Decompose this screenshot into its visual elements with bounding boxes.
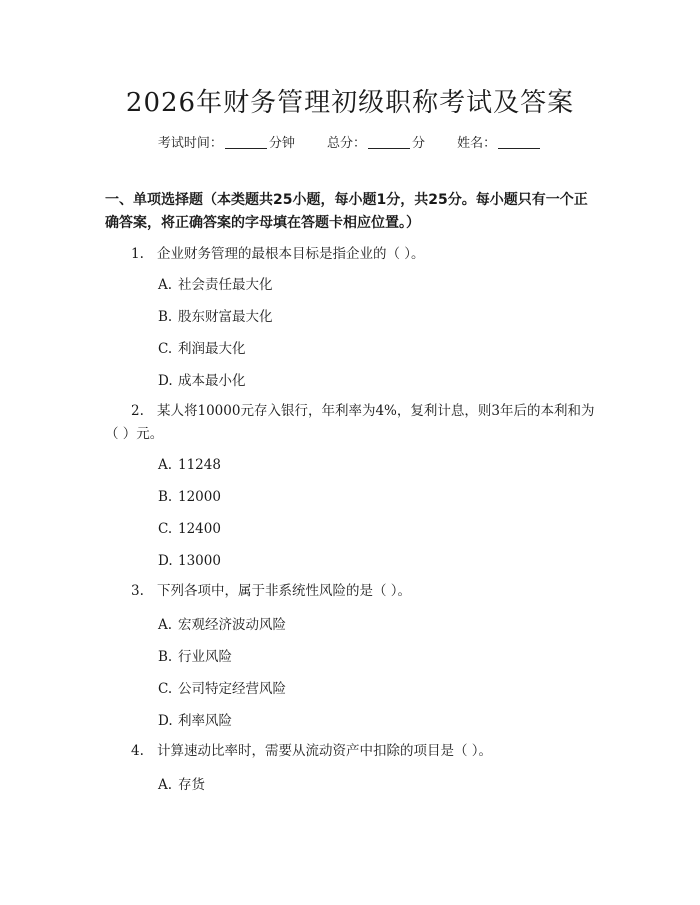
- option-text: 利率风险: [178, 713, 232, 729]
- option-1d: [158, 371, 246, 391]
- question-4: [105, 740, 597, 763]
- option-text: 利润最大化: [178, 341, 246, 357]
- question-1: [105, 243, 597, 266]
- question-text: 企业财务管理的最根本目标是指企业的（ ）。: [157, 246, 425, 262]
- option-letter: A.: [158, 617, 173, 633]
- question-text: 下列各项中，属于非系统性风险的是（ ）。: [157, 583, 412, 599]
- option-3a: [158, 615, 286, 635]
- question-number: 2.: [131, 403, 144, 419]
- option-text: 12400: [178, 521, 221, 537]
- option-1c: [158, 339, 246, 359]
- option-text: 公司特定经营风险: [178, 681, 286, 697]
- option-letter: A.: [158, 277, 173, 293]
- question-text: 某人将10000元存入银行，年利率为4%，复利计息，则3年后的本利和为（ ）元。: [105, 403, 595, 442]
- option-4a: [158, 775, 205, 795]
- time-unit: 分钟: [268, 136, 295, 151]
- question-3: [105, 580, 597, 603]
- option-letter: C.: [158, 681, 173, 697]
- option-text: 宏观经济波动风险: [178, 617, 286, 633]
- option-1b: [158, 307, 273, 327]
- option-text: 股东财富最大化: [178, 309, 273, 325]
- option-2b: [158, 487, 221, 507]
- option-text: 13000: [178, 553, 221, 569]
- question-text: 计算速动比率时，需要从流动资产中扣除的项目是（ ）。: [157, 743, 493, 759]
- exam-meta: [0, 132, 700, 151]
- option-letter: D.: [158, 553, 173, 569]
- option-2c: [158, 519, 221, 539]
- option-3c: [158, 679, 286, 699]
- name-blank: [498, 148, 540, 149]
- time-blank: [225, 148, 267, 149]
- question-2: [105, 400, 597, 446]
- option-2d: [158, 551, 221, 571]
- question-number: 3.: [131, 583, 144, 599]
- exam-time: [158, 132, 295, 151]
- option-letter: D.: [158, 713, 173, 729]
- name-label: 姓名：: [457, 136, 497, 151]
- option-3b: [158, 647, 232, 667]
- option-text: 12000: [178, 489, 221, 505]
- option-letter: A.: [158, 457, 173, 473]
- time-label: 考试时间：: [157, 136, 223, 151]
- option-letter: B.: [158, 489, 173, 505]
- option-text: 行业风险: [178, 649, 232, 665]
- option-letter: C.: [158, 521, 173, 537]
- score-label: 总分：: [326, 136, 366, 151]
- student-name: [457, 132, 542, 151]
- total-score: [327, 132, 425, 151]
- option-3d: [158, 711, 232, 731]
- option-letter: C.: [158, 341, 173, 357]
- score-unit: 分: [412, 136, 426, 151]
- question-number: 4.: [131, 743, 144, 759]
- option-letter: B.: [158, 309, 173, 325]
- option-letter: D.: [158, 373, 173, 389]
- option-letter: A.: [158, 777, 173, 793]
- option-1a: [158, 275, 273, 295]
- score-blank: [368, 148, 410, 149]
- option-text: 社会责任最大化: [178, 277, 273, 293]
- option-letter: B.: [158, 649, 173, 665]
- option-text: 成本最小化: [178, 373, 246, 389]
- section-heading: 一、单项选择题（本类题共25小题，每小题1分，共25分。每小题只有一个正确答案，将正确答案的字母填在答题卡相应位置。）: [105, 192, 588, 231]
- option-text: 存货: [178, 777, 205, 793]
- question-number: 1.: [131, 246, 144, 262]
- option-text: 11248: [178, 457, 221, 473]
- page-title: 2026年财务管理初级职称考试及答案: [125, 88, 575, 118]
- option-2a: [158, 455, 221, 475]
